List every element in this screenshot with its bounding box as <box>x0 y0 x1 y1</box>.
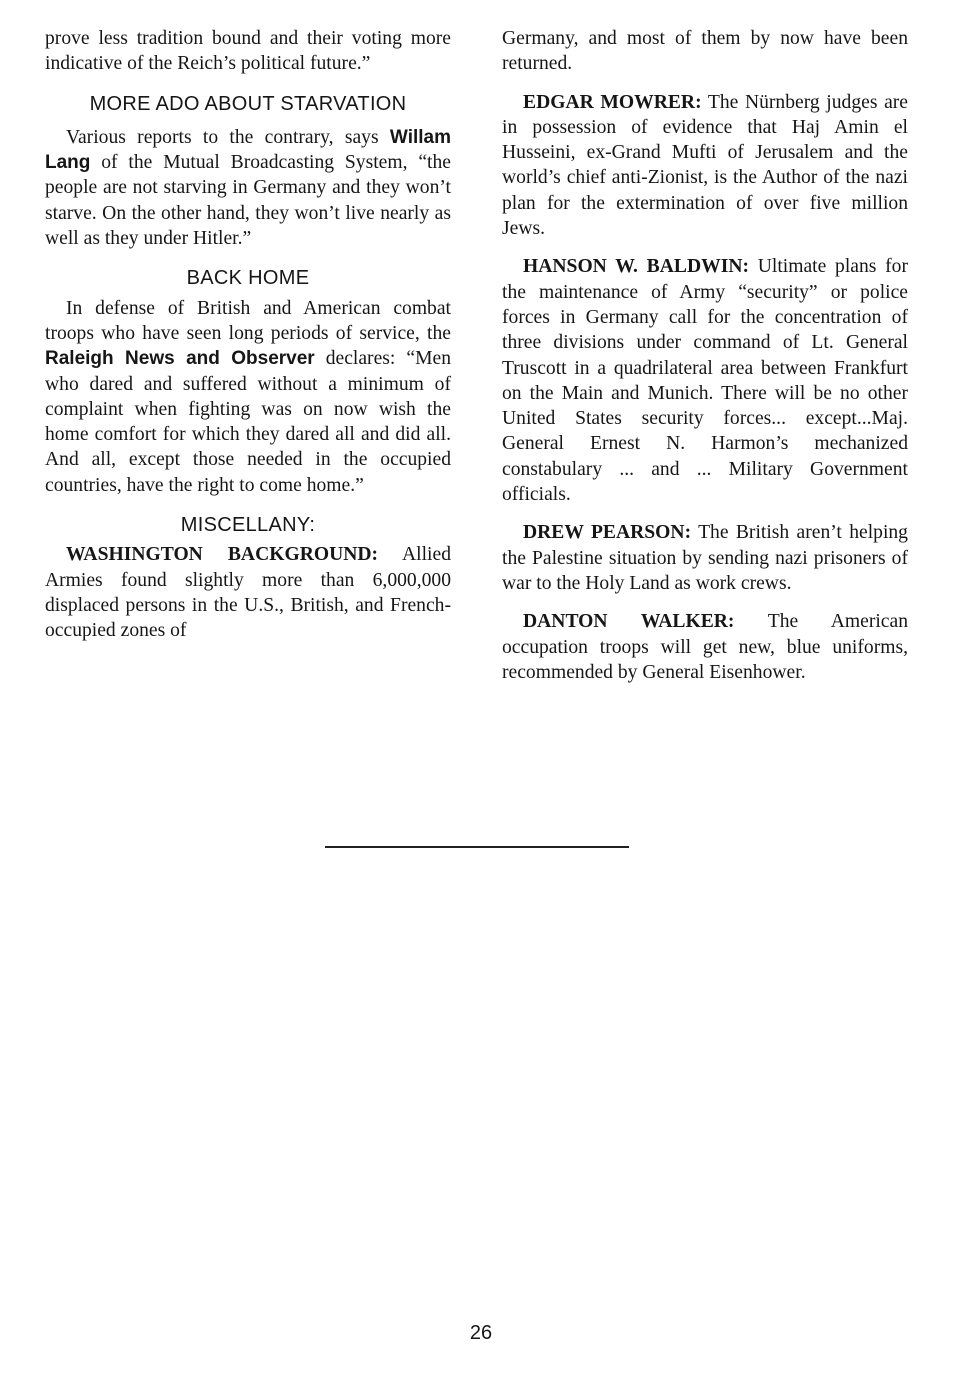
section-divider <box>325 846 629 848</box>
section-heading-starvation: MORE ADO ABOUT STARVATION <box>89 92 407 115</box>
section-heading-miscellany: MISCELLANY: <box>180 514 316 537</box>
source-name: HANSON W. BALDWIN: <box>523 256 749 278</box>
back-home-paragraph <box>45 296 451 498</box>
source-name: WASHINGTON BACKGROUND: <box>66 544 379 566</box>
page-number: 26 <box>469 1322 493 1344</box>
paragraph-text: of the Mutual Broadcasting System, “the people are not starving in Germany and they won’t starve. On the other hand, they won’t live nearly as well as they under Hitler.” <box>45 152 451 250</box>
news-item-text: The American occupation troops will get new, blue uniforms, recommended by General Eisenhower. <box>502 611 908 683</box>
paragraph-text: declares: “Men who dared and suffered without a minimum of complaint when fighting was on now wish the home comfort for which they dared all and did all. And all, except those needed in the occupied countries, have the right to come home.” <box>45 348 451 496</box>
news-item <box>502 609 908 685</box>
news-item <box>502 254 908 507</box>
news-item <box>502 90 908 242</box>
intro-paragraph: prove less tradition bound and their voting more indicative of the Reich’s political future.” <box>45 28 451 75</box>
source-name: Willam Lang <box>45 126 451 174</box>
source-name: Raleigh News and Observer <box>45 348 315 370</box>
source-name: DANTON WALKER: <box>523 611 735 633</box>
source-name: EDGAR MOWRER: <box>523 91 702 113</box>
starvation-paragraph <box>45 125 451 251</box>
continuation-paragraph: Germany, and most of them by now have been returned. <box>502 28 908 75</box>
left-column <box>45 26 451 644</box>
news-item-text: Ultimate plans for the maintenance of Army “security” or police forces in Germany call for the concentration of three divisions under command of Lt. General Truscott in a quadrilateral area between Frankfurt on the Main and Munich. There will be no other United States security forces... except...Maj. General Ernest N. Harmon’s mechanized constabulary ... and ... Military Government officials. <box>502 256 909 506</box>
paragraph-text: Allied Armies found slightly more than 6,000,000 displaced persons in the U.S., British, and French-occupied zones of <box>45 544 451 642</box>
paragraph-text: Various reports to the contrary, says <box>66 126 390 148</box>
section-heading-back-home: BACK HOME <box>186 267 310 290</box>
news-item-text: The Nürnberg judges are in possession of evidence that Haj Amin el Husseini, ex-Grand Mufti of Jerusalem and the world’s chief anti-Zionist, is the Author of the nazi plan for the extermination of over five million Jews. <box>502 91 908 240</box>
source-name: DREW PEARSON: <box>523 522 692 544</box>
paragraph-text: In defense of British and American combat troops who have seen long periods of service, the <box>45 297 451 344</box>
news-item <box>502 520 908 596</box>
right-column <box>502 26 908 685</box>
miscellany-paragraph <box>45 542 451 643</box>
news-item-text: The British aren’t helping the Palestine situation by sending nazi prisoners of war to the Holy Land as work crews. <box>502 522 908 594</box>
